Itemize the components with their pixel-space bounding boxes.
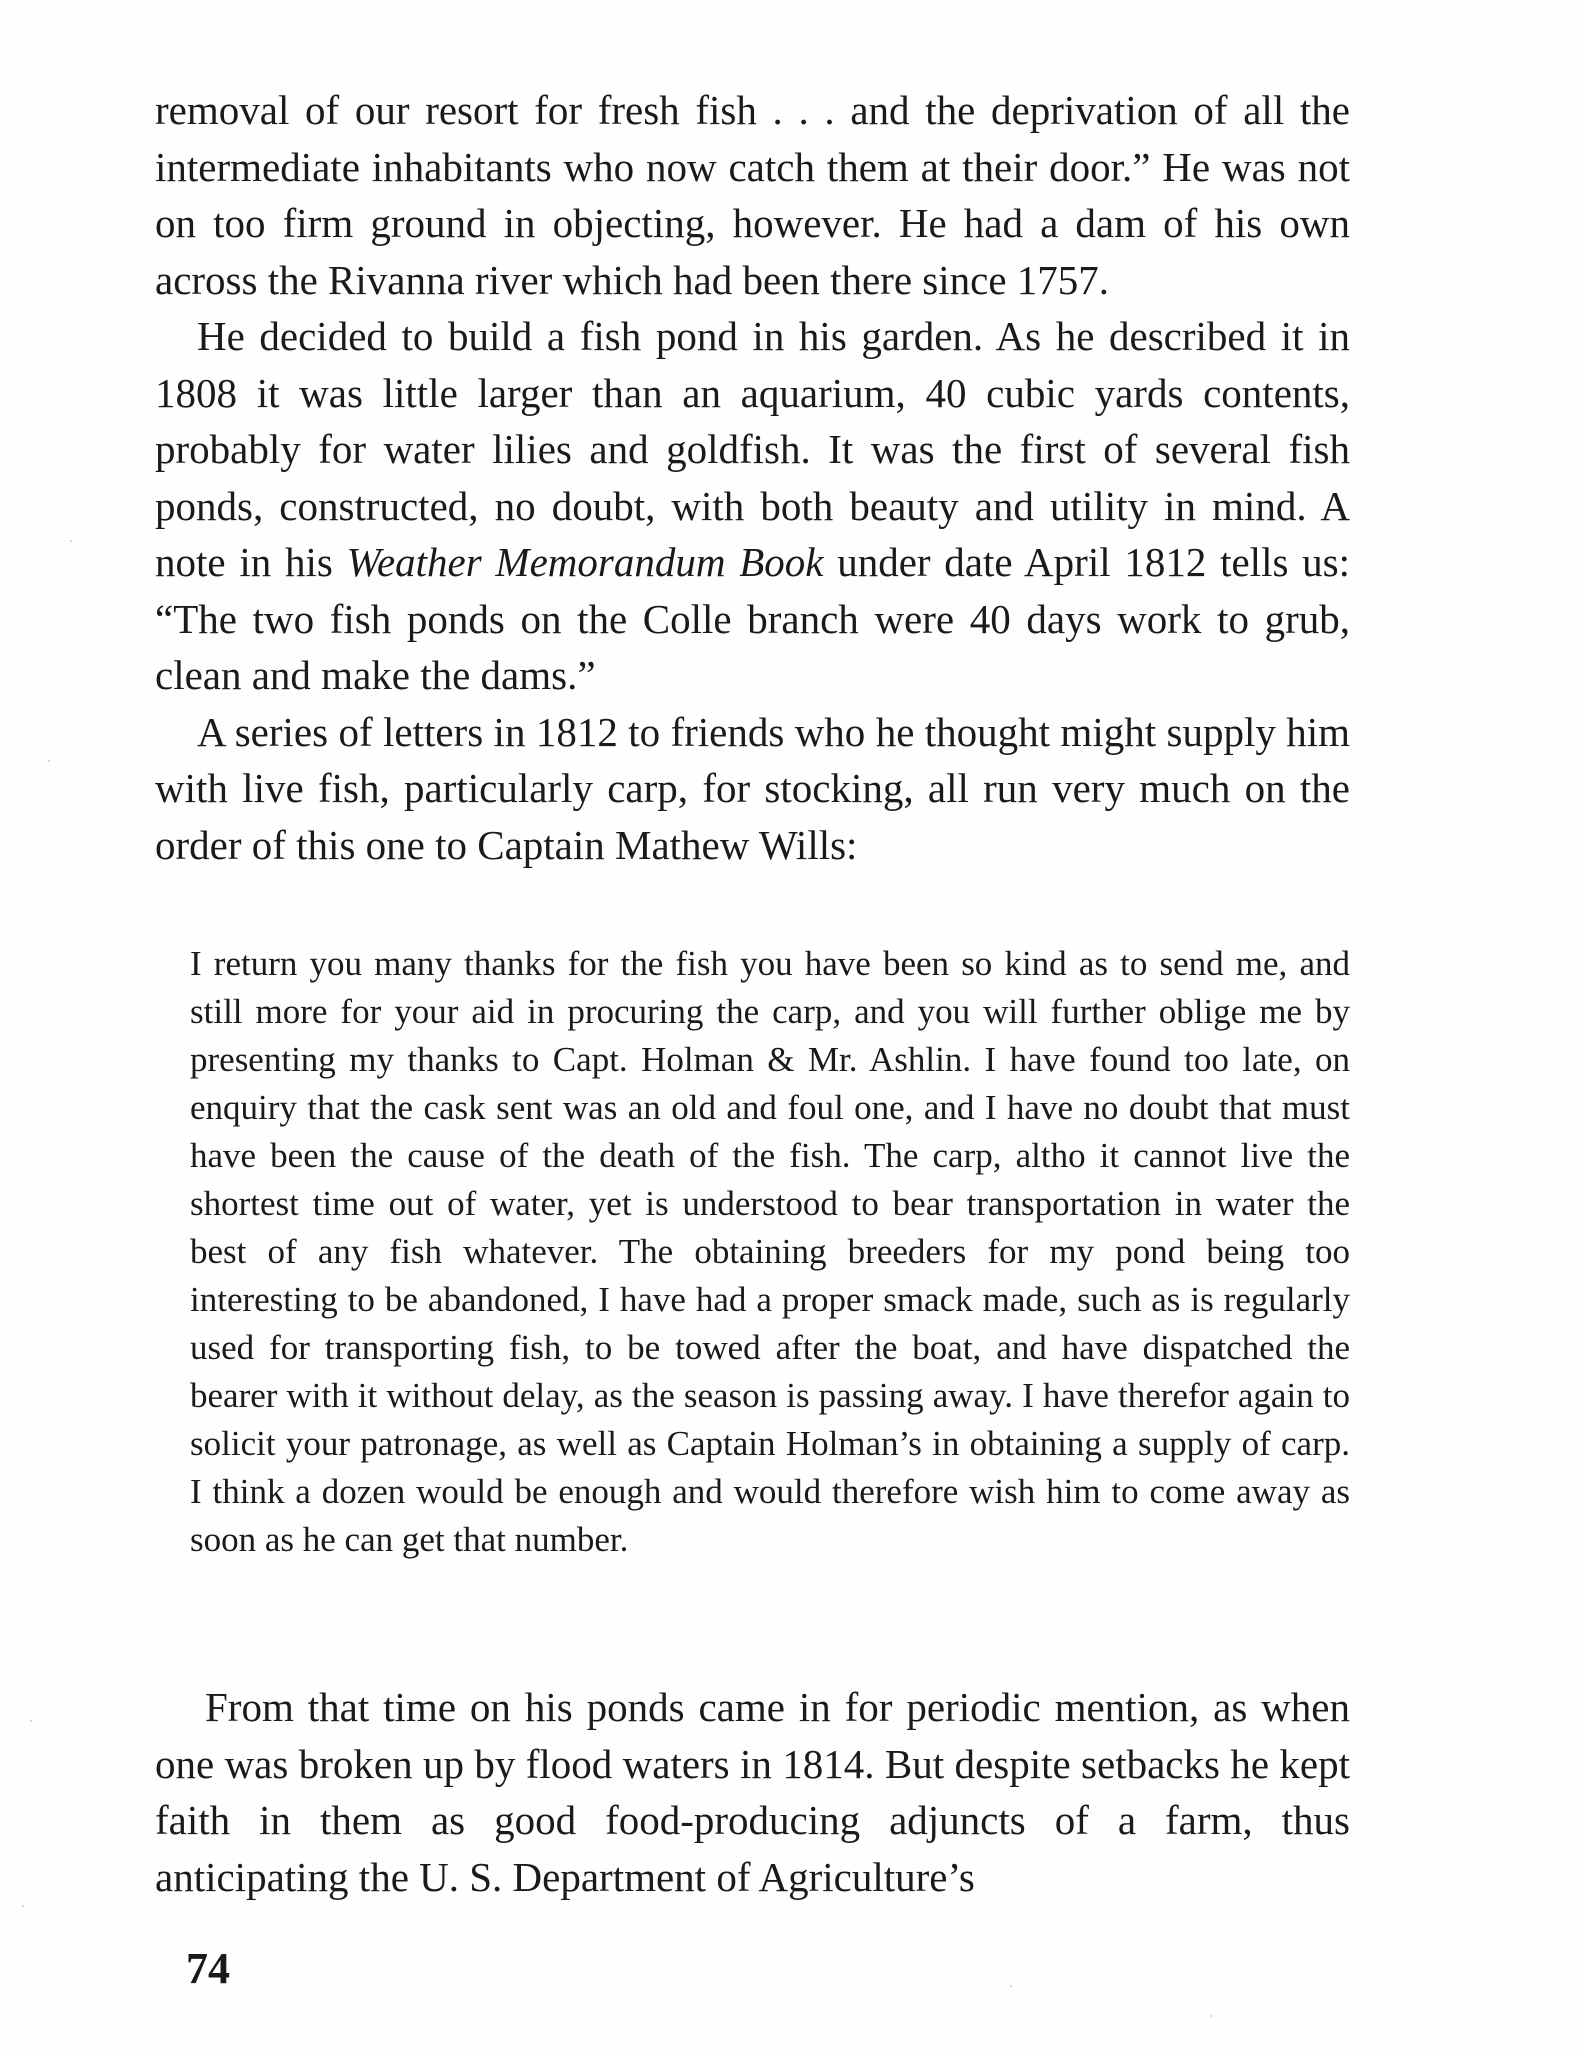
paper-speck [1010, 1985, 1012, 1987]
body-text [155, 82, 1350, 873]
paragraph-2-text-b: under date April 1812 tells us: “The two fish ponds on the Colle branch were 40 days work to grub, clean and make the dams.” [155, 539, 1351, 698]
paper-speck [48, 760, 50, 762]
paper-speck [30, 1720, 32, 1722]
paper-speck [1210, 2015, 1212, 2017]
paragraph-1: removal of our resort for fresh fish . . . and the deprivation of all the intermediate inhabitants who now catch them at their door.” He was not on too firm ground in objecting, however. He had a dam of his own across the Rivanna river which had been there since 1757. [155, 87, 1350, 303]
page-number: 74 [186, 1944, 230, 1993]
closing-text [155, 1679, 1350, 1905]
paper-speck [70, 540, 72, 542]
paragraph-4: From that time on his ponds came in for periodic mention, as when one was broken up by flood waters in 1814. But despite setbacks he kept faith in them as good food-producing adjuncts of a farm, thus anticipating the U. S. Department of Agriculture’s [155, 1684, 1350, 1900]
paper-speck [22, 1905, 24, 1907]
block-quote: I return you many thanks for the fish you have been so kind as to send me, and still more for your aid in procuring the carp, and you will further oblige me by presenting my thanks to Capt. Holman & Mr. Ashlin. I have found too late, on enquiry that the cask sent was an old and foul one, and I have no doubt that must have been the cause of the death of the fish. The carp, altho it cannot live the shortest time out of water, yet is understood to bear transportation in water the best of any fish whatever. The obtaining breeders for my pond being too interesting to be abandoned, I have had a proper smack made, such as is regularly used for transporting fish, to be towed after the boat, and have dispatched the bearer with it without delay, as the season is passing away. I have therefor again to solicit your patronage, as well as Captain Holman’s in obtaining a supply of carp. I think a dozen would be enough and would therefore wish him to come away as soon as he can get that number. [190, 944, 1350, 1559]
paragraph-2 [155, 308, 1350, 704]
paragraph-2-text-a: He decided to build a fish pond in his garden. As he described it in 1808 it was little larger than an aquarium, 40 cubic yards contents, probably for water lilies and goldfish. It was the first of several fish ponds, constructed, no doubt, with both beauty and utility in mind. A note in his [155, 313, 1350, 585]
book-title: Weather Memorandum Book [346, 539, 824, 585]
paragraph-3: A series of letters in 1812 to friends who he thought might supply him with live fish, particularly carp, for stocking, all run very much on the order of this one to Captain Mathew Wills: [155, 708, 1350, 868]
